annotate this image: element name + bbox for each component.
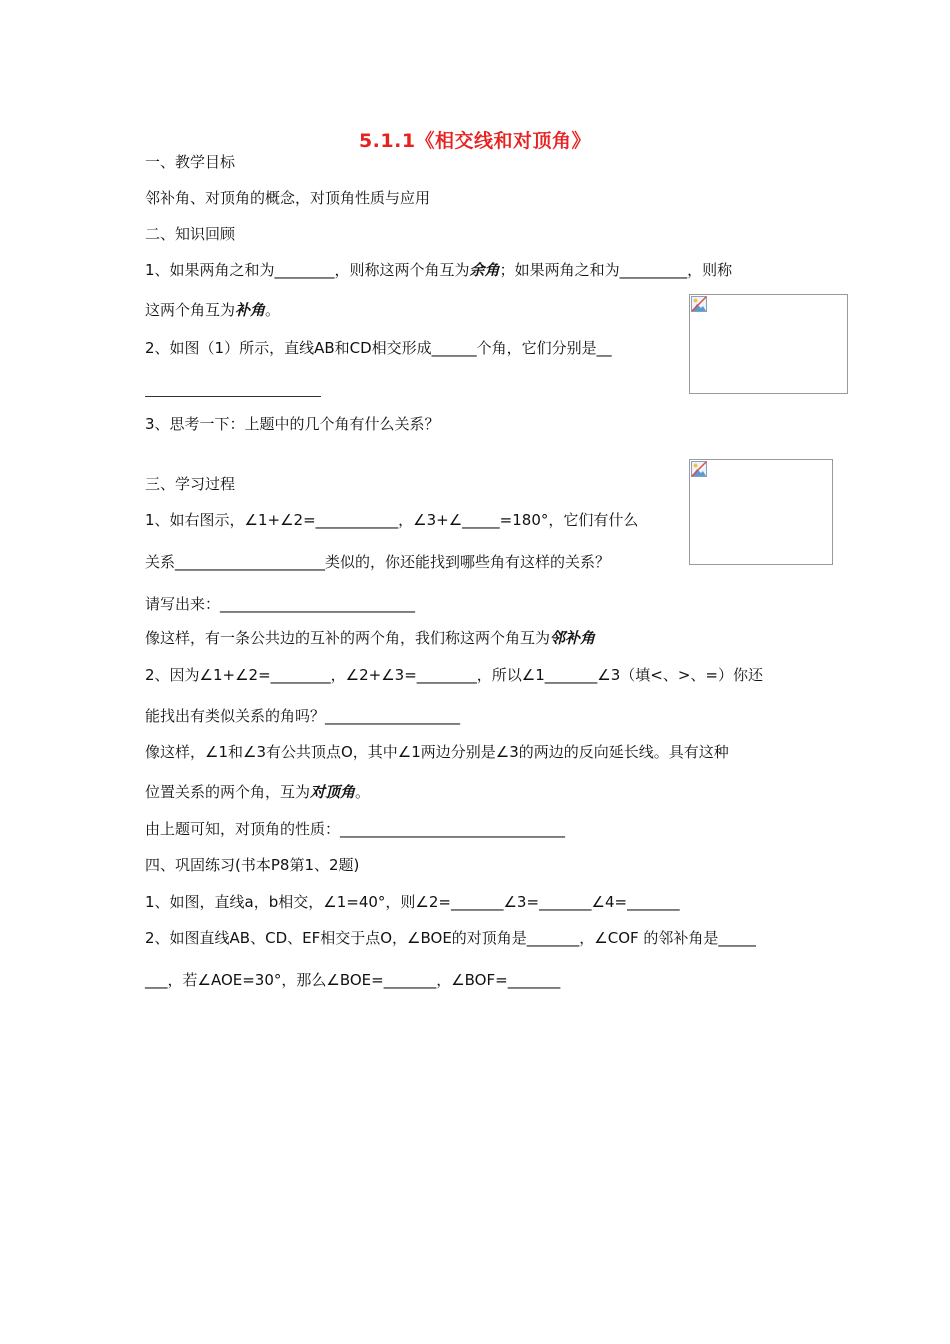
process-2d <box>145 782 370 802</box>
review-question-2: 2、如图（1）所示，直线AB和CD相交形成______个角，它们分别是__ <box>145 339 612 357</box>
term-adjacent-supplementary: 邻补角 <box>550 629 596 647</box>
section-heading-practice: 四、巩固练习(书本P8第1、2题) <box>145 856 360 874</box>
figure-placeholder-1 <box>689 294 848 394</box>
term-supplementary: 补角 <box>235 301 266 319</box>
text-segment: 这两个角互为 <box>145 301 236 319</box>
section-heading-process: 三、学习过程 <box>145 475 236 493</box>
text-segment: 位置关系的两个角，互为 <box>145 783 311 801</box>
process-2c: 像这样，∠1和∠3有公共顶点O，其中∠1两边分别是∠3的两边的反向延长线。具有这种 <box>145 743 729 761</box>
broken-image-icon <box>691 296 707 312</box>
term-complementary: 余角 <box>469 261 500 279</box>
page-title: 5.1.1《相交线和对顶角》 <box>358 130 592 152</box>
text-segment: 。 <box>355 783 371 801</box>
term-vertical-angles: 对顶角 <box>310 783 356 801</box>
section-heading-objectives: 一、教学目标 <box>145 153 236 171</box>
text-segment: ；如果两角之和为_________，则称 <box>499 261 733 279</box>
process-2b: 能找出有类似关系的角吗？__________________ <box>145 707 461 725</box>
process-2a: 2、因为∠1+∠2=________，∠2+∠3=________，所以∠1_______∠3（填<、>、=）你还 <box>145 666 763 684</box>
process-2e: 由上题可知，对顶角的性质：______________________________ <box>145 820 566 838</box>
text-segment: 1、如果两角之和为________，则称这两个角互为 <box>145 261 470 279</box>
process-1a: 1、如右图示，∠1+∠2=___________，∠3+∠_____=180°，它们有什么 <box>145 511 639 529</box>
section-heading-review: 二、知识回顾 <box>145 225 236 243</box>
process-1d <box>145 628 595 648</box>
text-segment: 。 <box>265 301 281 319</box>
review-question-1b <box>145 300 280 320</box>
review-question-3: 3、思考一下：上题中的几个角有什么关系？ <box>145 415 440 433</box>
practice-question-2a: 2、如图直线AB、CD、EF相交于点O，∠BOE的对顶角是_______，∠COF 的邻补角是_____ <box>145 929 756 947</box>
objectives-text: 邻补角、对顶角的概念，对顶角性质与应用 <box>145 189 431 207</box>
broken-image-icon <box>691 461 707 477</box>
process-1b: 关系____________________类似的，你还能找到哪些角有这样的关系？ <box>145 553 611 571</box>
figure-placeholder-2 <box>689 459 833 565</box>
text-segment: 像这样，有一条公共边的互补的两个角，我们称这两个角互为 <box>145 629 551 647</box>
practice-question-1: 1、如图，直线a，b相交，∠1=40°，则∠2=_______∠3=_______∠4=_______ <box>145 893 680 911</box>
review-question-1a <box>145 260 732 280</box>
answer-line <box>145 396 321 397</box>
process-1c: 请写出来：__________________________ <box>145 595 416 613</box>
practice-question-2b: ___，若∠AOE=30°，那么∠BOE=_______，∠BOF=_______ <box>145 971 561 989</box>
